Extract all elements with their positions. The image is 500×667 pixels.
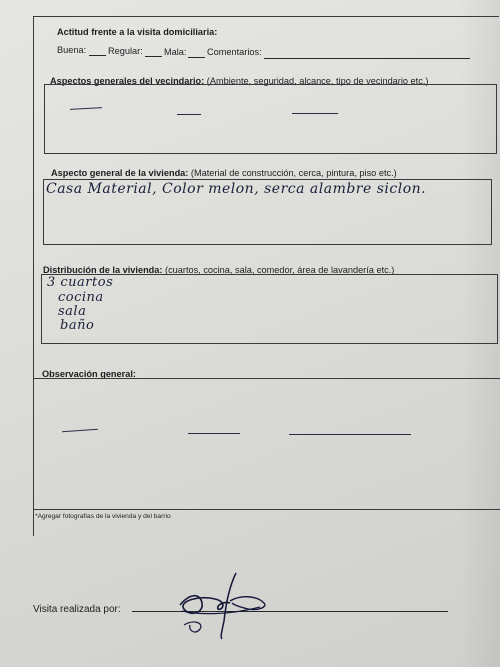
- attitude-title: Actitud frente a la visita domiciliaria:: [57, 27, 218, 37]
- dwelling-heading-row: [51, 168, 397, 178]
- neighborhood-heading: Aspectos generales del vecindario:: [50, 76, 205, 86]
- neighborhood-box: [44, 84, 497, 154]
- visit-label: Visita realizada por:: [33, 604, 121, 615]
- good-blank: [89, 55, 106, 56]
- handwritten-dash: [177, 114, 201, 115]
- handwritten-dash: [289, 434, 411, 435]
- observation-footnote: *Agregar fotografías de la vivienda y del barrio: [35, 513, 171, 520]
- good-label: Buena:: [57, 45, 87, 55]
- distribution-heading: Distribución de la vivienda:: [43, 265, 163, 275]
- dwelling-handwritten-text: Casa Material, Color melon, serca alambre siclon.: [46, 181, 427, 197]
- comments-blank: [264, 58, 470, 59]
- distribution-line: sala: [58, 304, 87, 319]
- distribution-line: 3 cuartos: [47, 275, 114, 290]
- dwelling-heading: Aspecto general de la vivienda:: [51, 168, 189, 178]
- bad-blank: [188, 57, 205, 58]
- dwelling-hint: (Material de construcción, cerca, pintura, piso etc.): [190, 168, 397, 178]
- regular-label: Regular:: [108, 46, 143, 56]
- distribution-line: baño: [60, 318, 95, 333]
- distribution-line: cocina: [58, 290, 104, 305]
- signature: [160, 565, 275, 640]
- observation-box: [33, 378, 500, 510]
- neighborhood-hint: (Ambiente, seguridad, alcance, tipo de vecindario etc.): [206, 76, 429, 86]
- regular-blank: [145, 56, 162, 57]
- handwritten-dash: [188, 433, 240, 434]
- comments-label: Comentarios:: [207, 47, 262, 57]
- observation-heading: Observación general:: [42, 369, 136, 379]
- bad-label: Mala:: [164, 47, 187, 57]
- distribution-hint: (cuartos, cocina, sala, comedor, área de lavandería etc.): [165, 265, 395, 275]
- form-top-border: [33, 16, 499, 17]
- handwritten-dash: [292, 113, 338, 114]
